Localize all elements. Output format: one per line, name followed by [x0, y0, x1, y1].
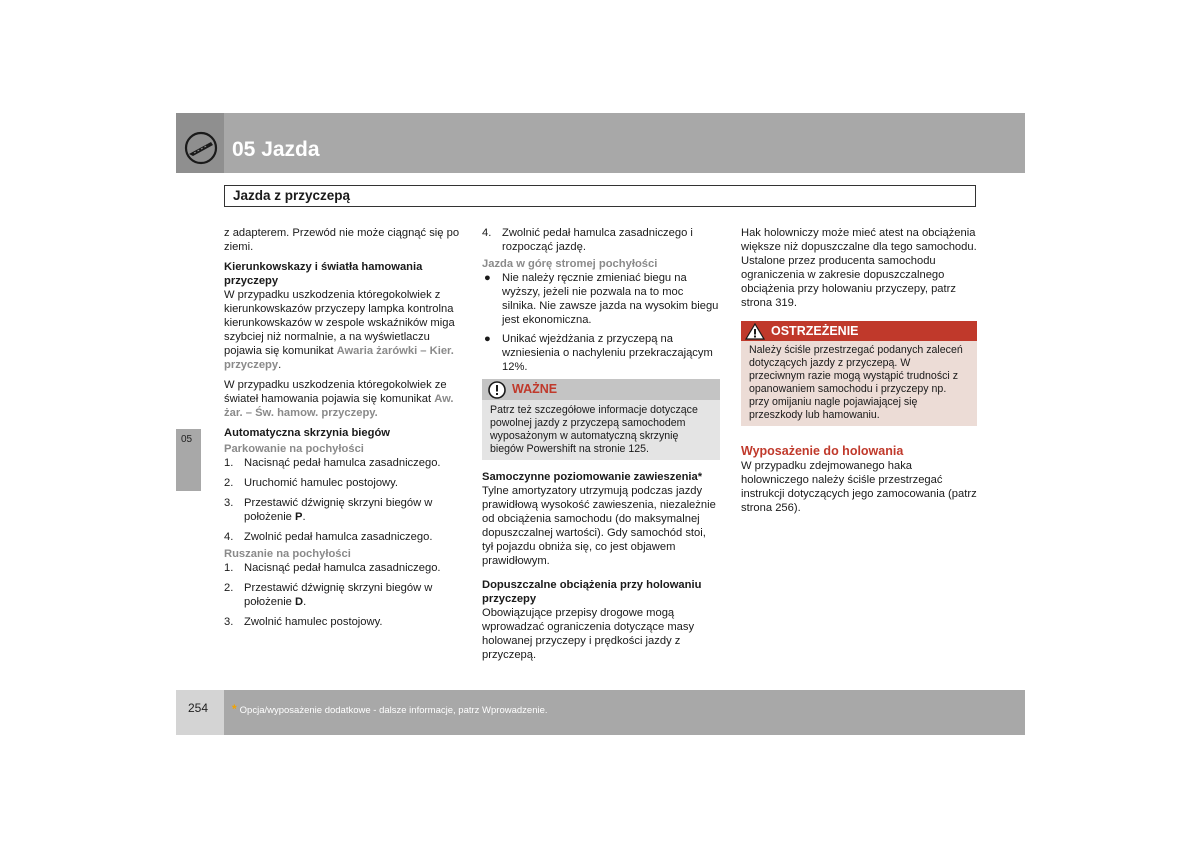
- column-2: [482, 226, 720, 668]
- list-item: ● Unikać wjeżdżania z przyczepą na wzniesienia o nachyleniu przekraczającym 12%.: [484, 333, 713, 373]
- section-title-bar: [224, 185, 976, 207]
- list-item: 2. Uruchomić hamulec postojowy.: [224, 477, 398, 489]
- warning-box: [741, 321, 977, 426]
- lights-paragraph-1: W przypadku uszkodzenia któregokolwiek z kierunkowskazów przyczepy lampka kontrolna kierunkowskazów w zespole wskaźników miga szybciej niż normalnie, a na wyświetlaczu pojawia się komunikat Awaria żarówki – Kier. przyczepy.: [224, 289, 455, 371]
- list-item: 4. Zwolnić pedał hamulca zasadniczego.: [224, 531, 433, 543]
- leveling-paragraph: Tylne amortyzatory utrzymują podczas jazdy prawidłową wysokość zawieszenia, niezależnie od obciążenia samochodu (do maksymalnej dopuszczalnej wartości). Gdy samochód stoi, tył pojazdu obniża się, co jest objawem prawidłowym.: [482, 485, 716, 567]
- lights-heading: Kierunkowskazy i światła hamowania przyczepy: [224, 261, 423, 287]
- gearbox-heading: Automatyczna skrzynia biegów: [224, 427, 390, 439]
- list-item: 1. Nacisnąć pedał hamulca zasadniczego.: [224, 562, 441, 574]
- important-note-header: [482, 379, 720, 400]
- important-note-box: [482, 379, 720, 460]
- side-tab-label: 05: [181, 434, 193, 445]
- equipment-paragraph: W przypadku zdejmowanego haka holowniczego należy ściśle przestrzegać instrukcji dotyczących jego zamocowania (patrz strona 256).: [741, 460, 977, 514]
- loads-paragraph: Obowiązujące przepisy drogowe mogą wprowadzać ograniczenia dotyczące masy holowanej przyczepy i prędkości jazdy z przyczepą.: [482, 607, 695, 661]
- footnote-star: *: [232, 702, 237, 716]
- road-icon: [184, 131, 218, 165]
- parking-subheading: Parkowanie na pochyłości: [224, 443, 364, 455]
- list-item: 3. Przestawić dźwignię skrzyni biegów w położenie P.: [224, 497, 433, 523]
- exclamation-circle-icon: [488, 381, 506, 399]
- chapter-title: 05 Jazda: [232, 138, 320, 161]
- footer-note: * Opcja/wyposażenie dodatkowe - dalsze informacje, patrz Wprowadzenie.: [232, 702, 548, 716]
- bulb-failure-message: Awaria żarówki – Kier. przyczepy: [224, 345, 454, 371]
- intro-paragraph: z adapterem. Przewód nie może ciągnąć się po ziemi.: [224, 227, 460, 253]
- start-steps-list: [224, 561, 462, 629]
- warning-header: [741, 321, 977, 341]
- parking-steps-list: [224, 456, 462, 544]
- start-subheading: Ruszanie na pochyłości: [224, 548, 351, 560]
- column-1: [224, 226, 462, 635]
- lights-paragraph-2: W przypadku uszkodzenia któregokolwiek ze świateł hamowania pojawia się komunikat Aw. żar. – Św. hamow. przyczepy.: [224, 379, 454, 419]
- list-item: 4. Zwolnić pedał hamulca zasadniczego i rozpocząć jazdę.: [482, 227, 693, 253]
- list-item: ● Nie należy ręcznie zmieniać biegu na wyższy, jeżeli nie pozwala na to moc silnika. Nie zawsze jazda na wysokim biegu jest ekonomiczna.: [484, 272, 719, 326]
- uphill-subheading: Jazda w górę stromej pochyłości: [482, 258, 658, 270]
- footer-band: [224, 690, 1025, 735]
- list-item: 2. Przestawić dźwignię skrzyni biegów w położenie D.: [224, 582, 433, 608]
- list-item: 1. Nacisnąć pedał hamulca zasadniczego.: [224, 457, 441, 469]
- warning-body: Należy ściśle przestrzegać podanych zaleceń dotyczących jazdy z przyczepą. W przeciwnym razie mogą wystąpić trudności z opanowaniem samochodu i przyczepy np. przy omijaniu nagle pojawiającej się przeszkody lub hamowaniu.: [749, 344, 963, 421]
- leveling-heading: Samoczynne poziomowanie zawieszenia*: [482, 471, 703, 483]
- page-number-box: [176, 690, 224, 735]
- warning-title: OSTRZEŻENIE: [771, 324, 859, 338]
- warning-triangle-icon: [745, 323, 765, 340]
- chapter-side-tab: [176, 429, 201, 491]
- loads-heading: Dopuszczalne obciążenia przy holowaniu przyczepy: [482, 579, 702, 605]
- important-note-body: Patrz też szczegółowe informacje dotyczące powolnej jazdy z przyczepą samochodem wyposażonym w automatyczną skrzynię biegów Powershift na stronie 125.: [490, 404, 698, 455]
- column-3: [741, 226, 977, 521]
- brake-light-message: Aw. żar. – Św. hamow. przyczepy.: [224, 393, 454, 419]
- equipment-heading: Wyposażenie do holowania: [741, 444, 904, 458]
- page-number: 254: [188, 701, 209, 715]
- section-title: Jazda z przyczepą: [233, 188, 351, 203]
- important-note-title: WAŻNE: [512, 382, 558, 396]
- list-item: 3. Zwolnić hamulec postojowy.: [224, 616, 383, 628]
- tow-hook-paragraph: Hak holowniczy może mieć atest na obciążenia większe niż dopuszczalne dla tego samochodu. Ustalone przez producenta samochodu ograniczenia w zakresie dopuszczalnego obciążenia przy holowaniu przyczepy, patrz strona 319.: [741, 227, 977, 309]
- uphill-bullets: [482, 271, 720, 374]
